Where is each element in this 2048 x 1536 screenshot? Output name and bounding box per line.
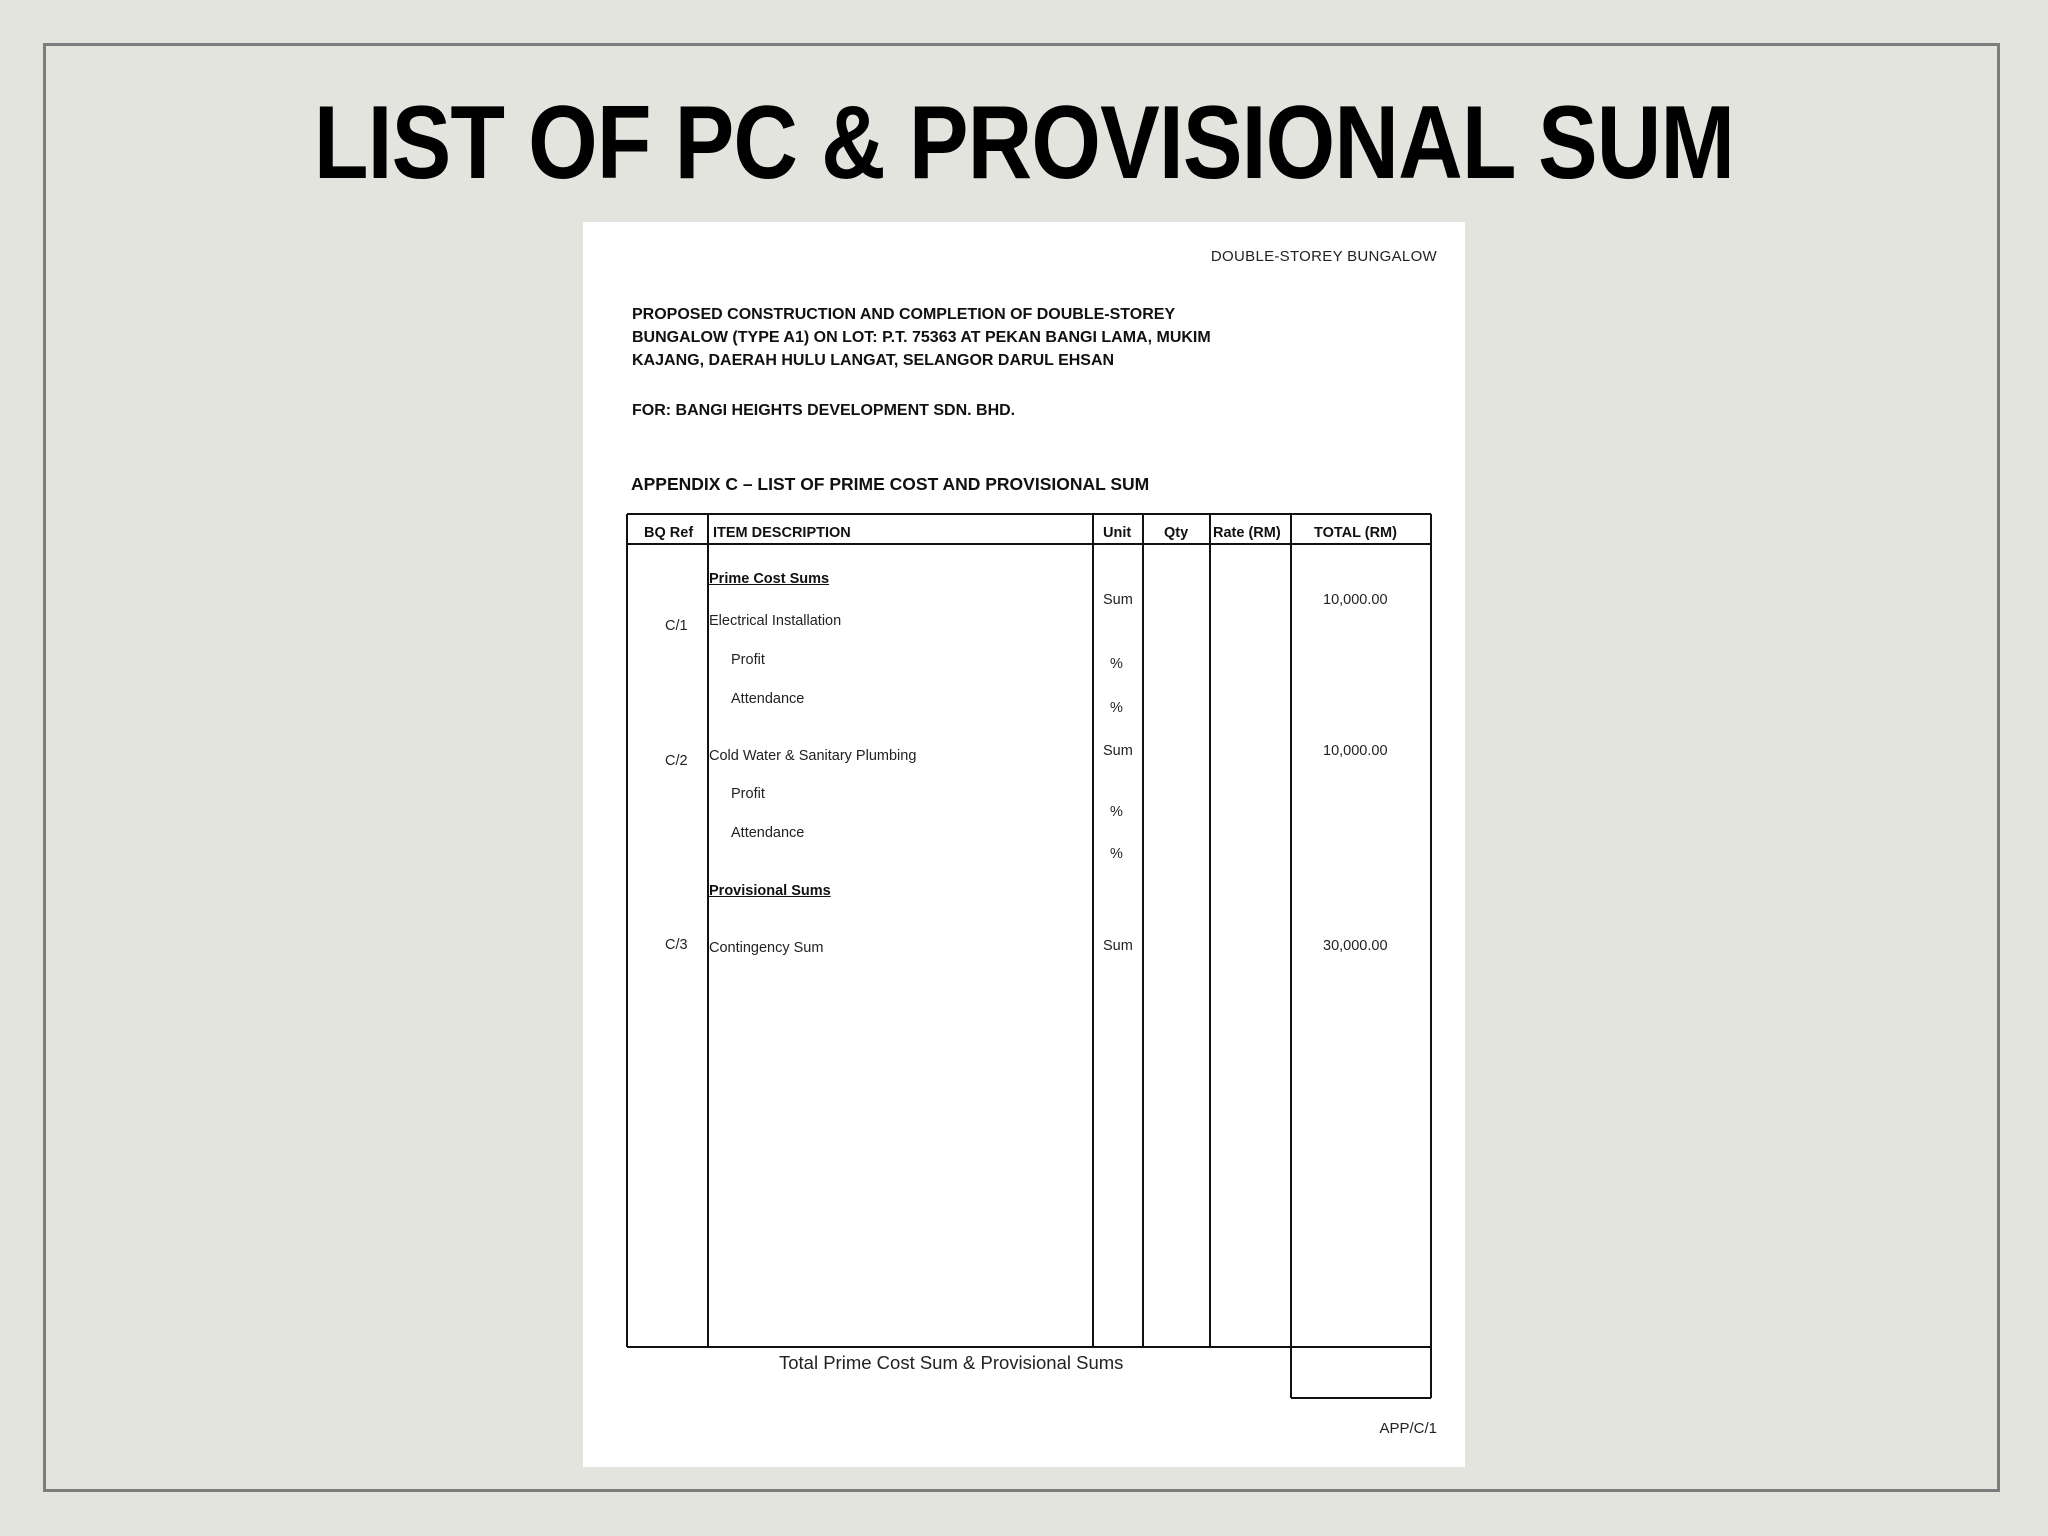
unit-cell: % — [1110, 846, 1123, 862]
header-rate: Rate (RM) — [1213, 525, 1281, 541]
item-description: Electrical Installation — [709, 613, 842, 629]
slide-title: LIST OF PC & PROVISIONAL SUM — [313, 85, 1735, 201]
total-cell: 10,000.00 — [1323, 743, 1388, 759]
bq-ref-cell: C/2 — [665, 753, 688, 769]
bq-ref-cell: C/3 — [665, 937, 688, 953]
project-title-line: PROPOSED CONSTRUCTION AND COMPLETION OF DOUBLE-STOREY — [632, 306, 1176, 323]
total-cell: 10,000.00 — [1323, 592, 1388, 608]
unit-cell: % — [1110, 656, 1123, 672]
table-grid — [583, 222, 1465, 1467]
header-qty: Qty — [1164, 525, 1189, 541]
appendix-title: APPENDIX C – LIST OF PRIME COST AND PROVISIONAL SUM — [631, 474, 1150, 494]
section-heading-prime-cost: Prime Cost Sums — [709, 571, 830, 587]
unit-cell: % — [1110, 700, 1123, 716]
item-description: Contingency Sum — [709, 940, 824, 956]
unit-cell: % — [1110, 804, 1123, 820]
item-sub-description: Attendance — [731, 691, 805, 707]
item-description: Cold Water & Sanitary Plumbing — [709, 748, 917, 764]
section-heading-provisional: Provisional Sums — [709, 883, 831, 899]
item-sub-description: Profit — [731, 652, 765, 668]
header-bq-ref: BQ Ref — [644, 525, 694, 541]
unit-cell: Sum — [1103, 592, 1133, 608]
bq-ref-cell: C/1 — [665, 618, 688, 634]
item-sub-description: Attendance — [731, 825, 805, 841]
unit-cell: Sum — [1103, 743, 1133, 759]
project-title-line: KAJANG, DAERAH HULU LANGAT, SELANGOR DARUL EHSAN — [632, 352, 1115, 369]
header-total: TOTAL (RM) — [1314, 525, 1397, 541]
document-footer-code: APP/C/1 — [1379, 1420, 1437, 1437]
client-name: FOR: BANGI HEIGHTS DEVELOPMENT SDN. BHD. — [632, 402, 1016, 419]
total-cell: 30,000.00 — [1323, 938, 1388, 954]
unit-cell: Sum — [1103, 938, 1133, 954]
item-sub-description: Profit — [731, 786, 765, 802]
document-page — [583, 222, 1465, 1467]
document-header: DOUBLE-STOREY BUNGALOW — [1210, 248, 1437, 265]
header-item-description: ITEM DESCRIPTION — [713, 525, 851, 541]
grand-total-label: Total Prime Cost Sum & Provisional Sums — [779, 1352, 1124, 1373]
header-unit: Unit — [1103, 525, 1132, 541]
project-title-line: BUNGALOW (TYPE A1) ON LOT: P.T. 75363 AT PEKAN BANGI LAMA, MUKIM — [632, 329, 1211, 346]
